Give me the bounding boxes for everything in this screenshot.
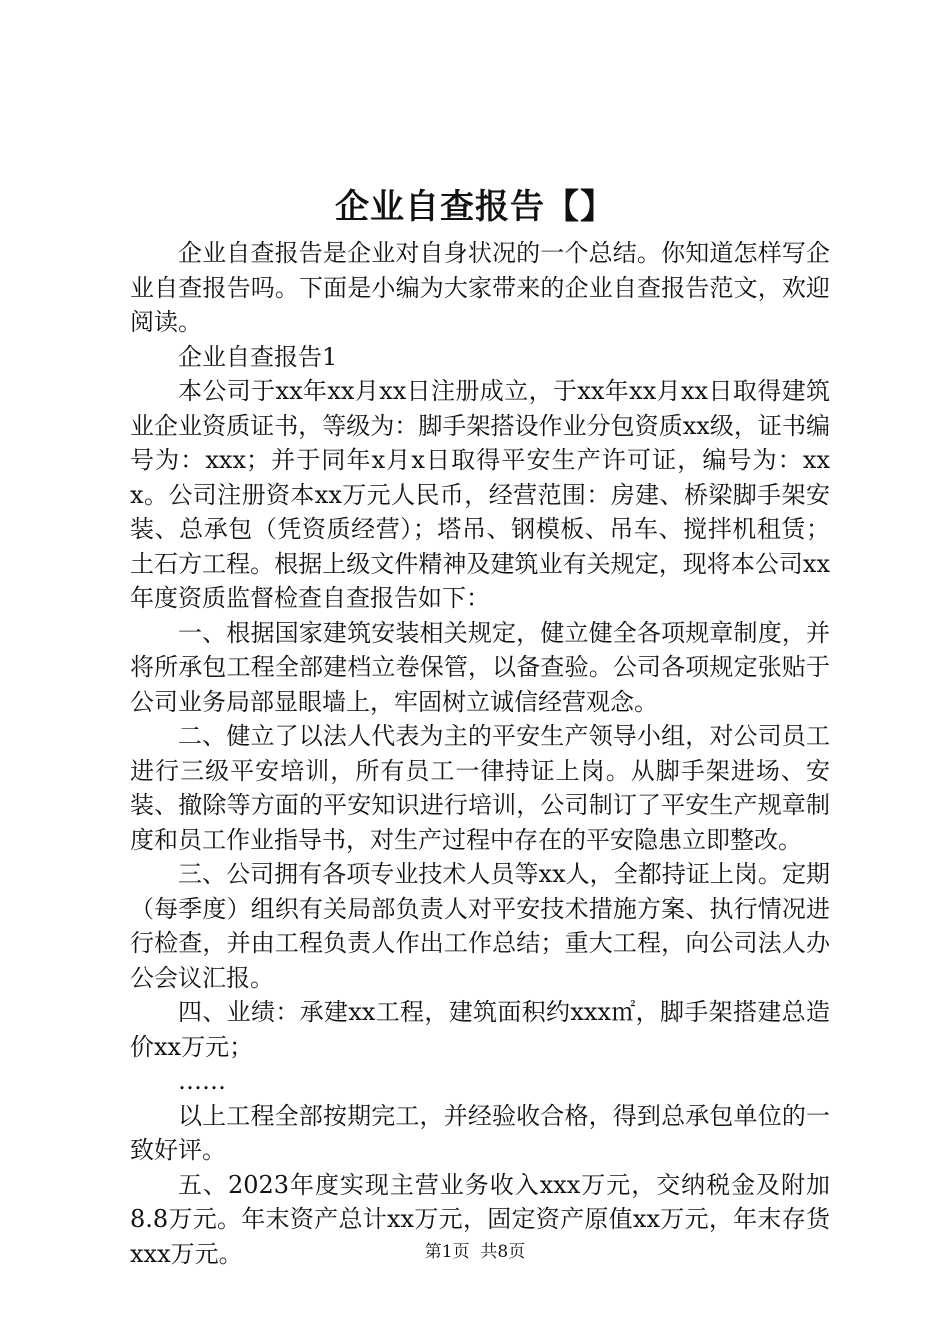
paragraph-company-info: 本公司于xx年xx月xx日注册成立，于xx年xx月xx日取得建筑业企业资质证书，等级为：脚手架搭设作业分包资质xx级，证书编号为：xxx；并于同年x月x日取得平安生产许可证，编号为：xxx。公司注册资本xx万元人民币，经营范围：房建、桥梁脚手架安装、总承包（凭资质经营）；塔吊、钢模板、吊车、搅拌机租赁；土石方工程。根据上级文件精神及建筑业有关规定，现将本公司xx年度资质监督检查自查报告如下： xyxy=(130,377,830,612)
paragraph-item-2: 二、健立了以法人代表为主的平安生产领导小组，对公司员工进行三级平安培训，所有员工一律持证上岗。从脚手架进场、安装、撤除等方面的平安知识进行培训，公司制订了平安生产规章制度和员工作业指导书，对生产过程中存在的平安隐患立即整改。 xyxy=(130,722,830,854)
paragraph-item-4: 四、业绩：承建xx工程，建筑面积约xxx㎡，脚手架搭建总造价xx万元； xyxy=(130,998,830,1061)
paragraph-ellipsis: …… xyxy=(178,1067,226,1095)
page-number: 第1页 xyxy=(424,1242,470,1262)
paragraph-item-5: 五、2023年度实现主营业务收入xxx万元，交纳税金及附加8.8万元。年末资产总计xx万元，固定资产原值xx万元，年末存货xxx万元。 xyxy=(130,1170,830,1268)
paragraph-section-heading: 企业自查报告1 xyxy=(178,342,338,371)
paragraph-intro: 企业自查报告是企业对自身状况的一个总结。你知道怎样写企业自查报告吗。下面是小编为大家带来的企业自查报告范文，欢迎阅读。 xyxy=(130,239,830,336)
paragraph-item-3: 三、公司拥有各项专业技术人员等xx人，全都持证上岗。定期（每季度）组织有关局部负责人对平安技术措施方案、执行情况进行检查，并由工程负责人作出工作总结；重大工程，向公司法人办公会议汇报。 xyxy=(130,860,830,992)
page-footer xyxy=(0,1240,950,1264)
document-body xyxy=(130,236,830,1271)
paragraph-completion: 以上工程全部按期完工，并经验收合格，得到总承包单位的一致好评。 xyxy=(130,1101,830,1164)
document-title: 企业自查报告【】 xyxy=(335,187,615,227)
paragraph-item-1: 一、根据国家建筑安装相关规定，健立健全各项规章制度，并将所承包工程全部建档立卷保管，以备查验。公司各项规定张贴于公司业务局部显眼墙上，牢固树立诚信经营观念。 xyxy=(130,618,830,716)
page-total: 共8页 xyxy=(480,1242,526,1262)
